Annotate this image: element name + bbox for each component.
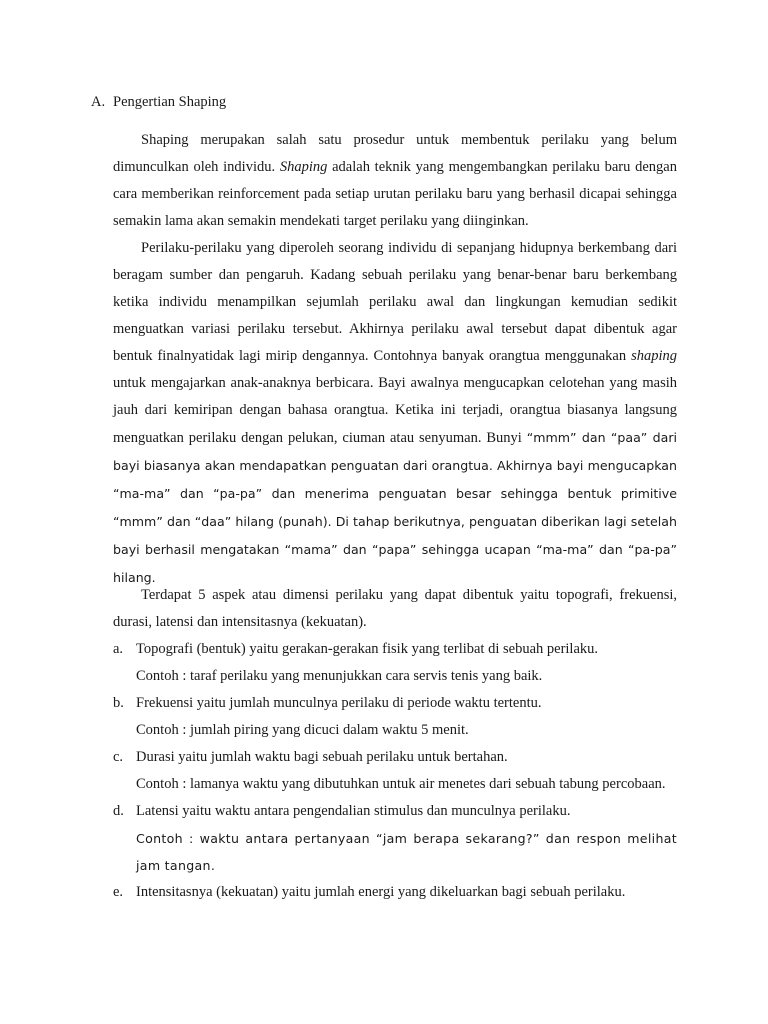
- list-item-example: Contoh : waktu antara pertanyaan “jam berapa sekarang?” dan respon melihat jam tangan.: [136, 831, 677, 873]
- paragraph-3-text: Terdapat 5 aspek atau dimensi perilaku yang dapat dibentuk yaitu topografi, frekuensi, durasi, latensi dan intensitasnya (kekuatan).: [113, 587, 677, 630]
- section-letter: A.: [91, 94, 106, 110]
- list-item: [113, 798, 677, 879]
- paragraph-2: [113, 235, 677, 592]
- paragraph-1-text-b: adalah teknik yang mengembangkan perilaku baru dengan cara memberikan reinforcement pada setiap urutan perilaku baru yang berhasil dicapai sehingga semakin lama akan semakin mendekati target perilaku yang diinginkan.: [113, 159, 677, 229]
- list-item-example: Contoh : lamanya waktu yang dibutuhkan untuk air menetes dari sebuah tabung percobaan.: [136, 776, 666, 792]
- list-item: [113, 636, 677, 690]
- list-item-text: Frekuensi yaitu jumlah munculnya perilaku di periode waktu tertentu.: [136, 695, 542, 711]
- paragraph-1-text-a: Shaping merupakan salah satu prosedur untuk membentuk perilaku yang belum dimunculkan oleh individu.: [113, 132, 677, 175]
- aspect-list: [113, 636, 677, 906]
- list-item-example: Contoh : taraf perilaku yang menunjukkan cara servis tenis yang baik.: [136, 668, 543, 684]
- paragraph-2-text-b: untuk mengajarkan anak-anaknya berbicara. Bayi awalnya mengucapkan celotehan yang masih jauh dari kemiripan dengan bahasa orangtua. Ketika ini terjadi, orangtua biasanya langsung menguatkan perilaku dengan pelukan, ciuman atau senyuman. Bunyi: [113, 375, 677, 446]
- list-item: [113, 690, 677, 744]
- paragraph-2-text-a: Perilaku-perilaku yang diperoleh seorang individu di sepanjang hidupnya berkembang dari beragam sumber dan pengaruh. Kadang sebuah perilaku yang benar-benar baru berkembang ketika individu menampilkan sejumlah perilaku awal dan lingkungan kemudian sedikit menguatkan variasi perilaku tersebut. Akhirnya perilaku awal tersebut dapat dibentuk agar bentuk finalnyatidak lagi mirip dengannya. Contohnya banyak orangtua menggunakan: [113, 240, 677, 364]
- list-item: [113, 879, 677, 906]
- list-item-letter: d.: [113, 803, 124, 819]
- paragraph-1-italic: Shaping: [279, 159, 328, 175]
- list-item-letter: a.: [113, 641, 124, 657]
- list-item-text: Latensi yaitu waktu antara pengendalian stimulus dan munculnya perilaku.: [136, 803, 571, 819]
- list-item-text: Intensitasnya (kekuatan) yaitu jumlah energi yang dikeluarkan bagi sebuah perilaku.: [136, 884, 626, 900]
- list-item: [113, 744, 677, 798]
- list-item-letter: b.: [113, 695, 124, 711]
- list-item-example: Contoh : jumlah piring yang dicuci dalam waktu 5 menit.: [136, 722, 469, 738]
- paragraph-3: [113, 582, 677, 636]
- list-item-text: Topografi (bentuk) yaitu gerakan-gerakan fisik yang terlibat di sebuah perilaku.: [136, 641, 599, 657]
- section-heading: [91, 92, 226, 112]
- paragraph-1: [113, 127, 677, 235]
- paragraph-2-italic: shaping: [631, 348, 677, 364]
- paragraph-2-text-c: “mmm” dan “paa” dari bayi biasanya akan mendapatkan penguatan dari orangtua. Akhirnya bayi mengucapkan “ma-ma” dan “pa-pa” dan menerima penguatan besar sehingga bentuk primitive “mmm” dan “daa” hilang (punah). Di tahap berikutnya, penguatan diberikan lagi setelah bayi berhasil mengatakan “mama” dan “papa” sehingga ucapan “ma-ma” dan “pa-pa” hilang.: [113, 430, 678, 585]
- list-item-text: Durasi yaitu jumlah waktu bagi sebuah perilaku untuk bertahan.: [136, 749, 508, 765]
- list-item-letter: e.: [113, 884, 124, 900]
- section-title: Pengertian Shaping: [113, 94, 227, 110]
- list-item-letter: c.: [113, 749, 124, 765]
